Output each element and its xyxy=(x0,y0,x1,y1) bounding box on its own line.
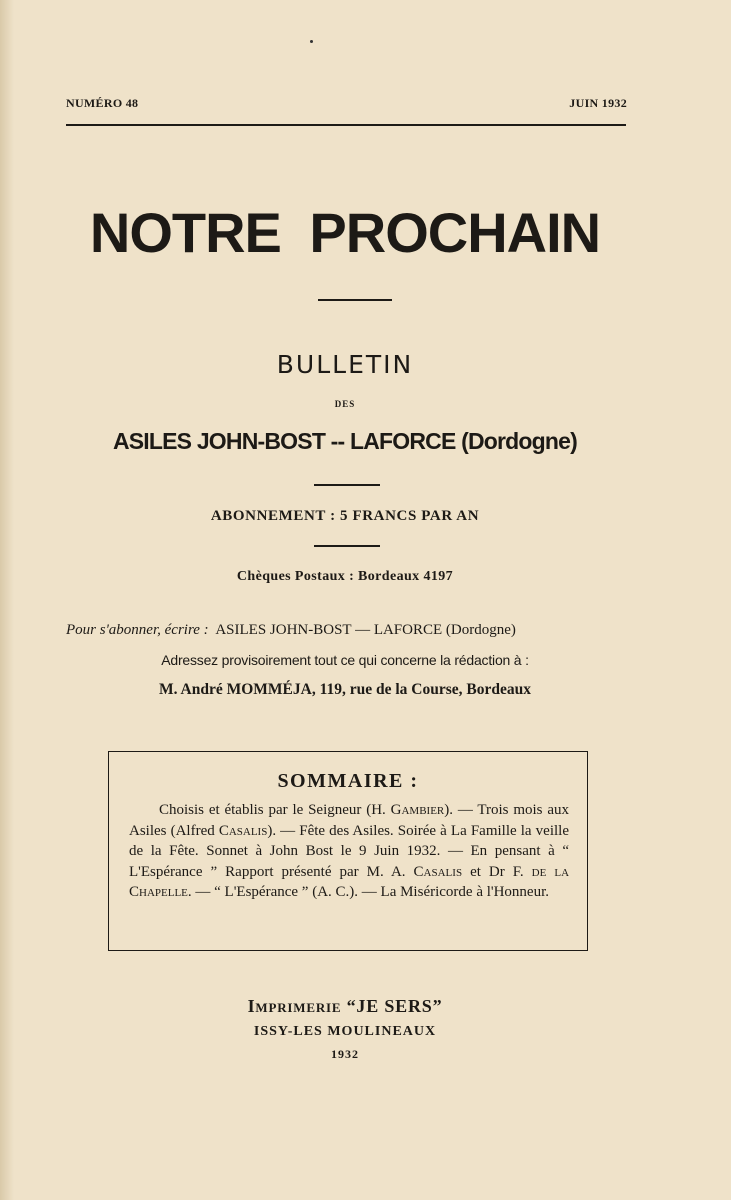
institution-name: ASILES JOHN-BOST -- LAFORCE (Dordogne) xyxy=(112,428,578,454)
sommaire-heading: SOMMAIRE : xyxy=(277,770,419,792)
issue-number: NUMÉRO 48 xyxy=(66,96,139,110)
print-year: 1932 xyxy=(331,1047,359,1061)
print-speck xyxy=(310,40,313,43)
printer-name: Imprimerie “JE SERS” xyxy=(247,996,443,1016)
subscribe-prefix: Pour s'abonner, écrire : xyxy=(66,622,209,638)
sommaire-text-5: . — “ L'Espérance ” (A. C.). — La Miséricorde à l'Honneur. xyxy=(187,884,550,900)
editor-address: M. André MOMMÉJA, 119, rue de la Course, Bordeaux xyxy=(159,681,531,698)
issue-date: JUIN 1932 xyxy=(569,96,627,110)
sommaire-contents xyxy=(129,800,569,903)
author-gambier: Gambier xyxy=(390,802,445,818)
header-rule xyxy=(66,124,626,126)
subscribe-line xyxy=(66,622,636,639)
page-edge-shadow xyxy=(0,0,14,1200)
subscribe-address: ASILES JOHN-BOST — LAFORCE (Dordogne) xyxy=(215,622,516,638)
publication-title: NOTRE PROCHAIN xyxy=(89,201,601,264)
bulletin-label: BULLETIN xyxy=(276,350,414,379)
sommaire-text-3: ). — Fête des Asiles. Soirée à La Famille la veille de la Fête. Sonnet à John Bost le 9 Juin 1932. — En pensant à “ L'Espérance ” Rapport présenté par M. A. xyxy=(129,822,569,880)
redaction-note: Adressez provisoirement tout ce qui concerne la rédaction à : xyxy=(161,652,529,668)
author-casalis: Casalis xyxy=(218,822,268,839)
author-chapelle: de la Chapelle xyxy=(129,863,570,900)
institution-divider xyxy=(314,484,380,486)
author-casalis-2: Casalis xyxy=(413,863,463,880)
printer-place: ISSY-LES MOULINEAUX xyxy=(253,1024,437,1039)
subscription-divider xyxy=(314,545,380,547)
sommaire-text-1: Choisis et établis par le Seigneur (H. xyxy=(159,802,391,818)
connector-word: DES xyxy=(334,399,356,409)
subscription-price: ABONNEMENT : 5 FRANCS PAR AN xyxy=(210,508,480,524)
title-divider xyxy=(318,299,392,301)
postal-cheques: Chèques Postaux : Bordeaux 4197 xyxy=(236,569,454,584)
sommaire-text-4: et Dr F. xyxy=(462,863,532,880)
sommaire-text-2: ). — Trois mois aux Asiles (Alfred xyxy=(129,802,569,839)
sommaire-box xyxy=(108,751,588,951)
